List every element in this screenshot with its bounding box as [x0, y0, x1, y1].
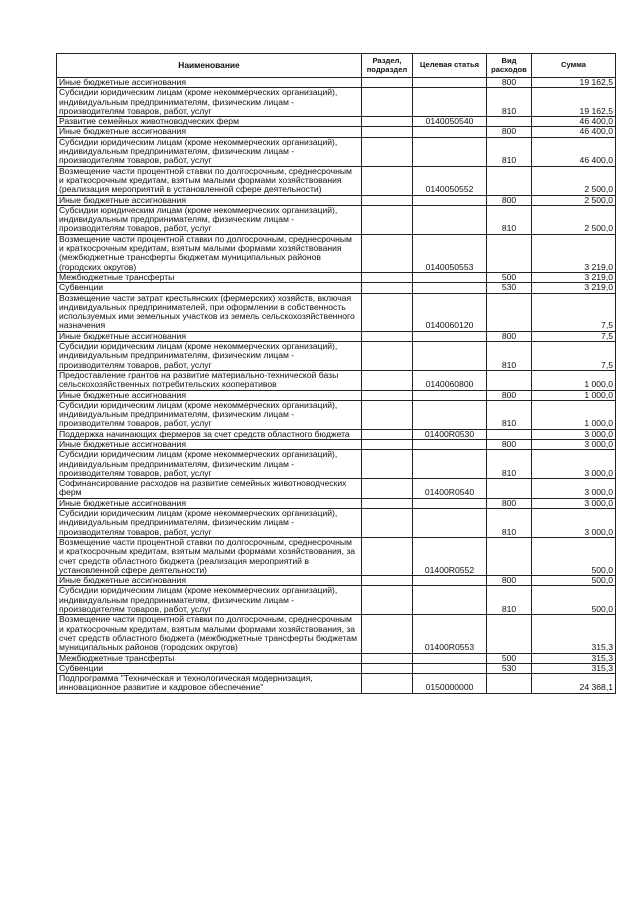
cell-name: Субсидии юридическим лицам (кроме некоммерческих организаций), индивидуальным предпринимателям, физическим лицам - производителям товаров, работ, услуг [57, 586, 362, 615]
table-row [57, 509, 616, 538]
cell-section [362, 439, 413, 449]
cell-target [413, 400, 487, 429]
cell-sum: 1 000,0 [532, 370, 616, 390]
cell-name: Подпрограмма "Техническая и технологическая модернизация, инновационное развитие и кадровое обеспечение" [57, 674, 362, 694]
cell-target [413, 127, 487, 137]
table-row [57, 537, 616, 575]
table-row [57, 127, 616, 137]
table-row [57, 166, 616, 195]
cell-kind: 810 [487, 509, 532, 538]
table-row [57, 390, 616, 400]
cell-kind [487, 479, 532, 499]
cell-target [413, 663, 487, 673]
cell-section [362, 283, 413, 293]
cell-sum: 19 162,5 [532, 88, 616, 117]
table-row [57, 293, 616, 331]
table-row [57, 283, 616, 293]
cell-sum: 3 219,0 [532, 272, 616, 282]
cell-section [362, 576, 413, 586]
table-row [57, 439, 616, 449]
cell-kind: 800 [487, 195, 532, 205]
cell-name: Иные бюджетные ассигнования [57, 127, 362, 137]
cell-kind: 810 [487, 205, 532, 234]
cell-kind: 810 [487, 342, 532, 371]
cell-target [413, 450, 487, 479]
cell-name: Иные бюджетные ассигнования [57, 498, 362, 508]
cell-name: Иные бюджетные ассигнования [57, 195, 362, 205]
cell-section [362, 137, 413, 166]
cell-target [413, 498, 487, 508]
table-row [57, 342, 616, 371]
cell-target [413, 509, 487, 538]
cell-target [413, 586, 487, 615]
table-row [57, 205, 616, 234]
table-row [57, 400, 616, 429]
cell-sum: 3 000,0 [532, 498, 616, 508]
cell-kind: 810 [487, 586, 532, 615]
cell-sum: 1 000,0 [532, 400, 616, 429]
cell-section [362, 586, 413, 615]
cell-target: 0140050553 [413, 234, 487, 272]
cell-name: Иные бюджетные ассигнования [57, 331, 362, 341]
cell-sum: 46 400,0 [532, 117, 616, 127]
cell-sum: 3 219,0 [532, 234, 616, 272]
table-header [57, 54, 616, 78]
cell-sum: 1 000,0 [532, 390, 616, 400]
table-row [57, 674, 616, 694]
cell-kind: 530 [487, 283, 532, 293]
cell-name: Возмещение части процентной ставки по долгосрочным, среднесрочным и краткосрочным кредитам, взятым малыми формами хозяйствования, за счет средств областного бюджета (межбюджетные трансферты бюджетам муниципальных районов (городских округов) [57, 615, 362, 653]
cell-section [362, 390, 413, 400]
cell-name: Предоставление грантов на развитие материально-технической базы сельскохозяйственных потребительских кооперативов [57, 370, 362, 390]
header-row [57, 54, 616, 78]
cell-name: Возмещение части процентной ставки по долгосрочным, среднесрочным и краткосрочным кредитам, взятым малыми формами хозяйствования (межбюджетные трансферты бюджетам муниципальных районов (городских округов) [57, 234, 362, 272]
table-row [57, 429, 616, 439]
cell-name: Развитие семейных животноводческих ферм [57, 117, 362, 127]
cell-sum: 3 219,0 [532, 283, 616, 293]
cell-section [362, 674, 413, 694]
cell-sum: 7,5 [532, 342, 616, 371]
table-row [57, 615, 616, 653]
cell-sum: 19 162,5 [532, 78, 616, 88]
table-row [57, 78, 616, 88]
cell-sum: 500,0 [532, 537, 616, 575]
cell-name: Субсидии юридическим лицам (кроме некоммерческих организаций), индивидуальным предпринимателям, физическим лицам - производителям товаров, работ, услуг [57, 400, 362, 429]
cell-target: 0140060800 [413, 370, 487, 390]
cell-name: Иные бюджетные ассигнования [57, 390, 362, 400]
cell-section [362, 117, 413, 127]
cell-kind [487, 429, 532, 439]
table-row [57, 117, 616, 127]
cell-section [362, 498, 413, 508]
header-sum: Сумма [532, 54, 616, 78]
table-row [57, 653, 616, 663]
cell-kind: 800 [487, 78, 532, 88]
cell-sum: 3 000,0 [532, 439, 616, 449]
cell-sum: 3 000,0 [532, 509, 616, 538]
budget-table [56, 53, 616, 694]
cell-target: 01400R0553 [413, 615, 487, 653]
cell-target [413, 576, 487, 586]
cell-target [413, 653, 487, 663]
cell-target: 0140060120 [413, 293, 487, 331]
cell-sum: 46 400,0 [532, 127, 616, 137]
cell-target: 0140050540 [413, 117, 487, 127]
header-target: Целевая статья [413, 54, 487, 78]
cell-kind: 810 [487, 450, 532, 479]
cell-kind: 810 [487, 88, 532, 117]
header-name: Наименование [57, 54, 362, 78]
cell-sum: 7,5 [532, 293, 616, 331]
cell-section [362, 195, 413, 205]
cell-sum: 500,0 [532, 576, 616, 586]
cell-section [362, 509, 413, 538]
cell-kind: 800 [487, 390, 532, 400]
cell-sum: 500,0 [532, 586, 616, 615]
table-row [57, 663, 616, 673]
table-row [57, 272, 616, 282]
cell-section [362, 400, 413, 429]
cell-target [413, 78, 487, 88]
cell-target [413, 195, 487, 205]
cell-section [362, 272, 413, 282]
cell-kind [487, 370, 532, 390]
cell-target: 01400R0552 [413, 537, 487, 575]
cell-name: Возмещение части процентной ставки по долгосрочным, среднесрочным и краткосрочным кредитам, взятым малыми формами хозяйствования (реализация мероприятий в установленной сфере деятельности) [57, 166, 362, 195]
cell-target [413, 88, 487, 117]
cell-section [362, 234, 413, 272]
cell-kind: 800 [487, 127, 532, 137]
cell-sum: 3 000,0 [532, 450, 616, 479]
cell-kind: 800 [487, 439, 532, 449]
cell-sum: 3 000,0 [532, 429, 616, 439]
cell-kind [487, 234, 532, 272]
cell-section [362, 479, 413, 499]
cell-name: Субсидии юридическим лицам (кроме некоммерческих организаций), индивидуальным предпринимателям, физическим лицам - производителям товаров, работ, услуг [57, 450, 362, 479]
cell-sum: 2 500,0 [532, 195, 616, 205]
cell-section [362, 293, 413, 331]
cell-target [413, 342, 487, 371]
cell-target [413, 390, 487, 400]
cell-target [413, 205, 487, 234]
cell-sum: 3 000,0 [532, 479, 616, 499]
table-row [57, 234, 616, 272]
cell-kind: 800 [487, 576, 532, 586]
cell-target [413, 137, 487, 166]
cell-name: Субсидии юридическим лицам (кроме некоммерческих организаций), индивидуальным предпринимателям, физическим лицам - производителям товаров, работ, услуг [57, 205, 362, 234]
cell-section [362, 653, 413, 663]
table-row [57, 137, 616, 166]
cell-kind [487, 293, 532, 331]
cell-section [362, 166, 413, 195]
table-row [57, 450, 616, 479]
cell-sum: 46 400,0 [532, 137, 616, 166]
cell-section [362, 127, 413, 137]
table-row [57, 88, 616, 117]
table-row [57, 576, 616, 586]
cell-kind [487, 166, 532, 195]
cell-name: Иные бюджетные ассигнования [57, 78, 362, 88]
cell-section [362, 615, 413, 653]
table-row [57, 370, 616, 390]
table-row [57, 498, 616, 508]
cell-kind: 530 [487, 663, 532, 673]
cell-section [362, 370, 413, 390]
cell-name: Иные бюджетные ассигнования [57, 439, 362, 449]
cell-kind: 800 [487, 498, 532, 508]
cell-target [413, 283, 487, 293]
cell-kind: 500 [487, 272, 532, 282]
cell-section [362, 88, 413, 117]
cell-target: 0150000000 [413, 674, 487, 694]
cell-target: 01400R0530 [413, 429, 487, 439]
cell-name: Субвенции [57, 283, 362, 293]
cell-sum: 2 500,0 [532, 166, 616, 195]
cell-name: Иные бюджетные ассигнования [57, 576, 362, 586]
cell-kind: 500 [487, 653, 532, 663]
cell-section [362, 78, 413, 88]
cell-section [362, 537, 413, 575]
cell-name: Возмещение части процентной ставки по долгосрочным, среднесрочным и краткосрочным кредитам, взятым малыми формами хозяйствования, за счет средств областного бюджета (реализация мероприятий в установленной сфере деятельности) [57, 537, 362, 575]
cell-target: 01400R0540 [413, 479, 487, 499]
cell-target: 0140050552 [413, 166, 487, 195]
cell-name: Межбюджетные трансферты [57, 653, 362, 663]
cell-section [362, 342, 413, 371]
cell-target [413, 272, 487, 282]
table-body [57, 78, 616, 694]
cell-section [362, 429, 413, 439]
cell-sum: 24 368,1 [532, 674, 616, 694]
cell-name: Межбюджетные трансферты [57, 272, 362, 282]
cell-name: Субсидии юридическим лицам (кроме некоммерческих организаций), индивидуальным предпринимателям, физическим лицам - производителям товаров, работ, услуг [57, 509, 362, 538]
header-kind: Вид расходов [487, 54, 532, 78]
cell-name: Субсидии юридическим лицам (кроме некоммерческих организаций), индивидуальным предпринимателям, физическим лицам - производителям товаров, работ, услуг [57, 88, 362, 117]
cell-sum: 315,3 [532, 615, 616, 653]
cell-section [362, 663, 413, 673]
cell-kind: 810 [487, 400, 532, 429]
cell-kind [487, 615, 532, 653]
cell-name: Субсидии юридическим лицам (кроме некоммерческих организаций), индивидуальным предпринимателям, физическим лицам - производителям товаров, работ, услуг [57, 137, 362, 166]
cell-kind [487, 537, 532, 575]
table-row [57, 479, 616, 499]
cell-section [362, 205, 413, 234]
table-row [57, 586, 616, 615]
cell-name: Субвенции [57, 663, 362, 673]
cell-target [413, 331, 487, 341]
header-section: Раздел, подраздел [362, 54, 413, 78]
cell-kind [487, 674, 532, 694]
cell-sum: 315,3 [532, 653, 616, 663]
cell-name: Субсидии юридическим лицам (кроме некоммерческих организаций), индивидуальным предпринимателям, физическим лицам - производителям товаров, работ, услуг [57, 342, 362, 371]
cell-sum: 7,5 [532, 331, 616, 341]
cell-kind: 810 [487, 137, 532, 166]
cell-target [413, 439, 487, 449]
table-row [57, 195, 616, 205]
cell-section [362, 331, 413, 341]
table-row [57, 331, 616, 341]
cell-kind: 800 [487, 331, 532, 341]
cell-sum: 2 500,0 [532, 205, 616, 234]
cell-name: Софинансирование расходов на развитие семейных животноводческих ферм [57, 479, 362, 499]
cell-kind [487, 117, 532, 127]
cell-name: Поддержка начинающих фермеров за счет средств областного бюджета [57, 429, 362, 439]
cell-name: Возмещение части затрат крестьянских (фермерских) хозяйств, включая индивидуальных предпринимателей, при оформлении в собственность используемых ими земельных участков из земель сельскохозяйственного назначения [57, 293, 362, 331]
cell-sum: 315,3 [532, 663, 616, 673]
cell-section [362, 450, 413, 479]
